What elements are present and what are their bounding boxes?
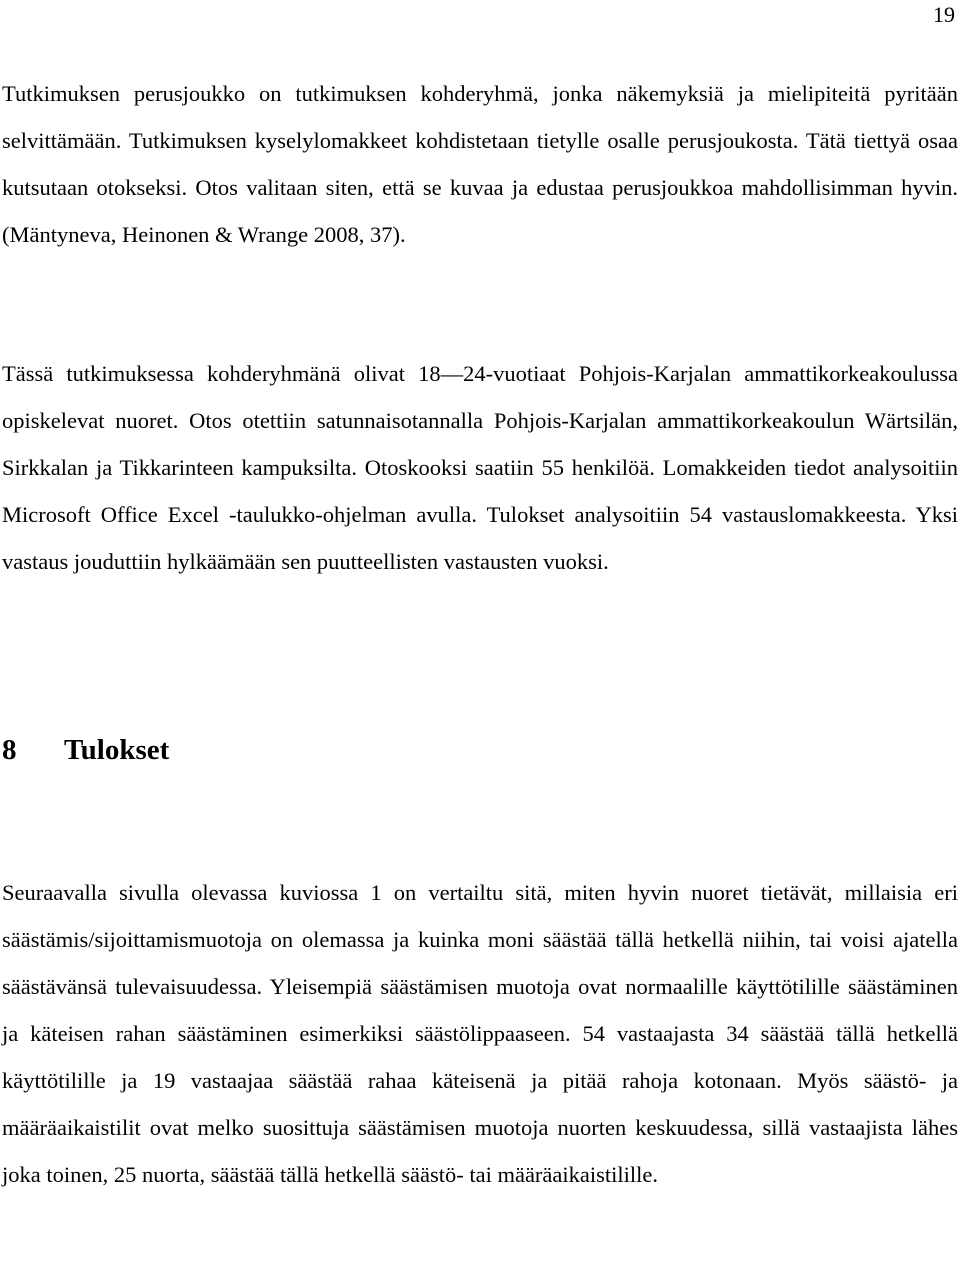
paragraph-sample-definition	[2, 70, 958, 258]
section-title: Tulokset	[64, 734, 170, 766]
paragraph-text: Seuraavalla sivulla olevassa kuviossa 1 on vertailtu sitä, miten hyvin nuoret tietävät, millaisia eri säästämis/sijoittamismuotoja on olemassa ja kuinka moni säästää tällä hetkellä niihin, tai voisi ajatella säästävänsä tulevaisuudessa. Yleisempiä säästämisen muotoja ovat normaalille käyttötilille säästäminen ja käteisen rahan säästäminen esimerkiksi säästölippaaseen. 54 vastaajasta 34 säästää tällä hetkellä käyttötilille ja 19 vastaajaa säästää rahaa käteisenä ja pitää rahoja kotonaan. Myös säästö- ja määräaikaistilit ovat melko suosittuja säästämisen muotoja nuorten keskuudessa, sillä vastaajista lähes joka toinen, 25 nuorta, säästää tällä hetkellä säästö- tai määräaikaistilille.	[2, 880, 958, 1187]
paragraph-text: Tässä tutkimuksessa kohderyhmänä olivat 18—24-vuotiaat Pohjois-Karjalan ammattikorkeakoulussa opiskelevat nuoret. Otos otettiin satunnaisotannalla Pohjois-Karjalan ammattikorkeakoulun Wärtsilän, Sirkkalan ja Tikkarinteen kampuksilta. Otoskooksi saatiin 55 henkilöä. Lomakkeiden tiedot analysoitiin Microsoft Office Excel -taulukko-ohjelman avulla. Tulokset analysoitiin 54 vastauslomakkeesta. Yksi vastaus jouduttiin hylkäämään sen puutteellisten vastausten vuoksi.	[2, 361, 958, 574]
section-heading	[2, 730, 169, 770]
section-number: 8	[2, 734, 17, 766]
page-number: 19	[933, 2, 955, 27]
paragraph-target-group	[2, 350, 958, 585]
paragraph-results	[2, 869, 958, 1198]
paragraph-text: Tutkimuksen perusjoukko on tutkimuksen kohderyhmä, jonka näkemyksiä ja mielipiteitä pyritään selvittämään. Tutkimuksen kyselylomakkeet kohdistetaan tietylle osalle perusjoukosta. Tätä tiettyä osaa kutsutaan otokseksi. Otos valitaan siten, että se kuvaa ja edustaa perusjoukkoa mahdollisimman hyvin. (Mäntyneva, Heinonen & Wrange 2008, 37).	[2, 81, 958, 247]
